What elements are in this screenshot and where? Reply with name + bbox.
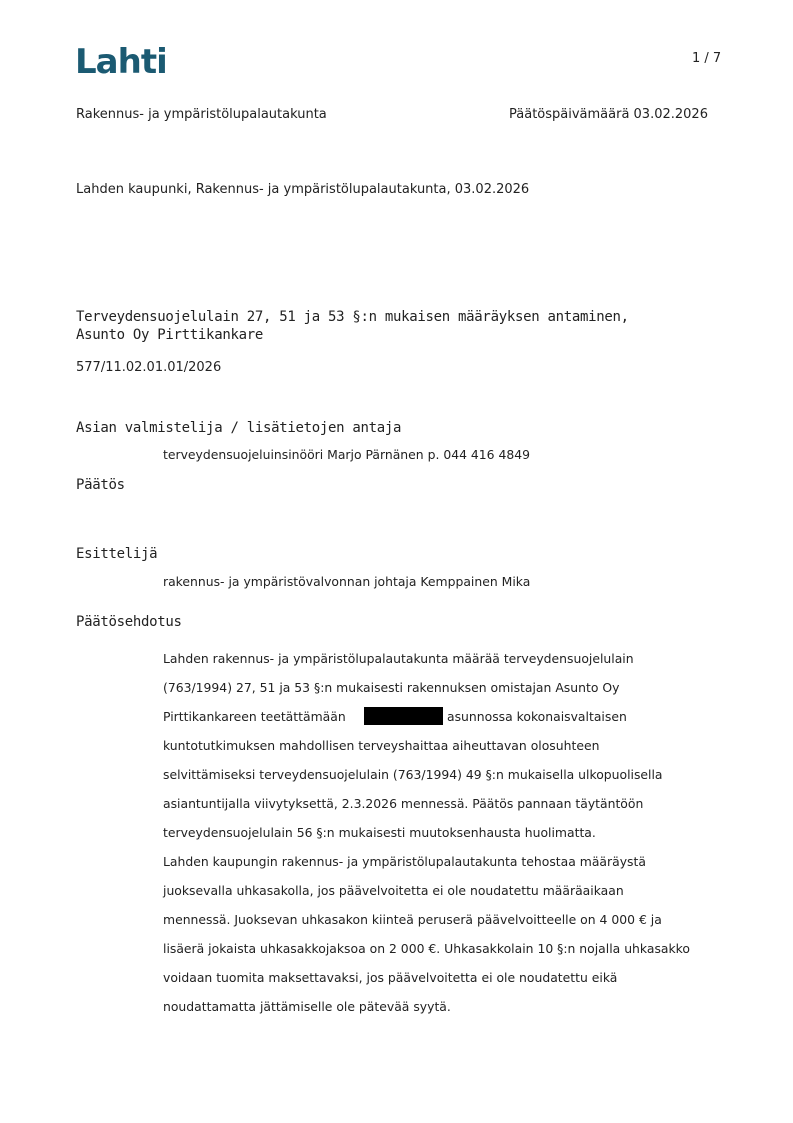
preparer-heading: Asian valmistelija / lisätietojen antaja [76,420,402,436]
decision-heading: Päätös [76,477,125,493]
proposal-line: kuntotutkimuksen mahdollisen terveyshaittaa aiheuttavan olosuhteen [163,738,600,753]
proposal-line: selvittämiseksi terveydensuojelulain (763/1994) 49 §:n mukaisella ulkopuolisella [163,767,663,782]
reference-number: 577/11.02.01.01/2026 [76,360,222,375]
preparer-value: terveydensuojeluinsinööri Marjo Pärnänen p. 044 416 4849 [163,447,531,462]
proposal-line: Pirttikankareen teetättämään [163,709,346,724]
page-number: 1 / 7 [692,51,722,66]
proposal-line: juoksevalla uhkasakolla, jos päävelvoitetta ei ole noudatettu määräaikaan [163,883,624,898]
presenter-heading: Esittelijä [76,546,158,562]
presenter-value: rakennus- ja ympäristövalvonnan johtaja Kemppainen Mika [163,574,531,589]
proposal-line: voidaan tuomita maksettavaksi, jos päävelvoitetta ei ole noudatettu eikä [163,970,618,985]
proposal-line: mennessä. Juoksevan uhkasakon kiinteä peruserä päävelvoitteelle on 4 000 € ja [163,912,662,927]
proposal-heading: Päätösehdotus [76,614,182,630]
proposal-line: noudattamatta jättämiselle ole pätevää syytä. [163,999,451,1014]
redacted-block [364,707,443,725]
proposal-line: asiantuntijalla viivytyksettä, 2.3.2026 mennessä. Päätös pannaan täytäntöön [163,796,644,811]
proposal-line: (763/1994) 27, 51 ja 53 §:n mukaisesti rakennuksen omistajan Asunto Oy [163,680,620,695]
proposal-line: Lahden rakennus- ja ympäristölupalautakunta määrää terveydensuojelulain [163,651,634,666]
proposal-line: Lahden kaupungin rakennus- ja ympäristölupalautakunta tehostaa määräystä [163,854,646,869]
meeting-line: Lahden kaupunki, Rakennus- ja ympäristölupalautakunta, 03.02.2026 [76,182,530,197]
proposal-line: lisäerä jokaista uhkasakkojaksoa on 2 000 €. Uhkasakkolain 10 §:n nojalla uhkasakko [163,941,690,956]
decision-date: Päätöspäivämäärä 03.02.2026 [509,107,708,122]
committee-name: Rakennus- ja ympäristölupalautakunta [76,107,327,122]
lahti-logo: Lahti [75,42,167,82]
proposal-line: terveydensuojelulain 56 §:n mukaisesti muutoksenhausta huolimatta. [163,825,596,840]
proposal-line: asunnossa kokonaisvaltaisen [447,709,627,724]
subject-title: Terveydensuojelulain 27, 51 ja 53 §:n mukaisen määräyksen antaminen, Asunto Oy Pirttikankare [76,309,629,343]
